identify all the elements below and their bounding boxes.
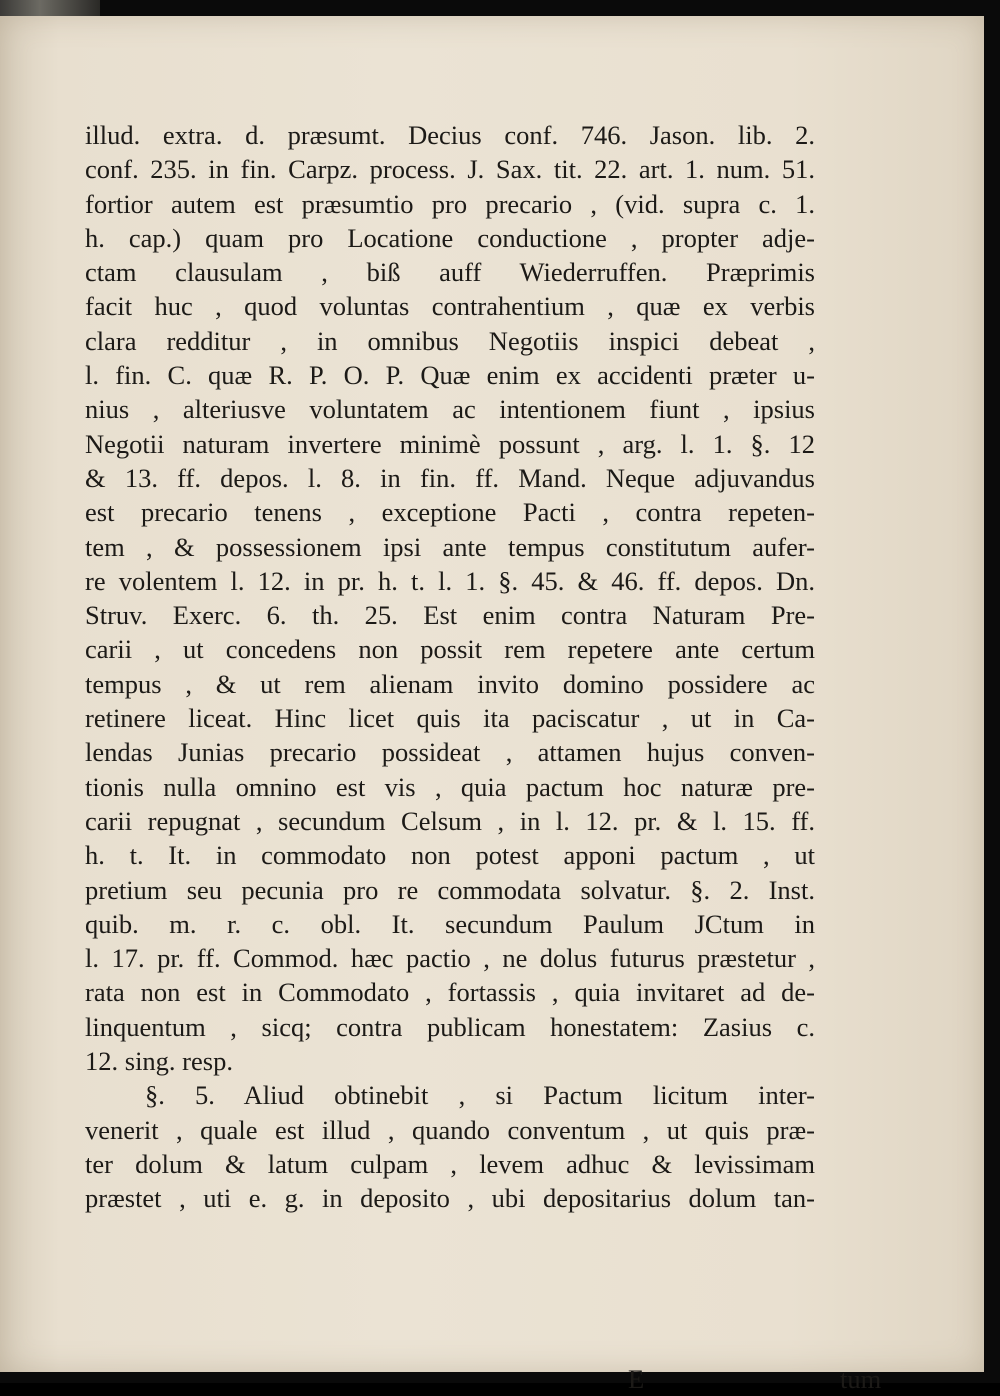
text-line: illud. extra. d. præsumt. Decius conf. 746. Jason. lib. 2.	[85, 120, 815, 150]
paragraph-start-line: §. 5. Aliud obtinebit , si Pactum licitum inter-	[145, 1080, 815, 1111]
text-line: venerit , quale est illud , quando conventum , ut quis præ-	[85, 1114, 815, 1145]
text-line: est precario tenens , exceptione Pacti , contra repeten-	[85, 497, 815, 528]
signature-mark: E	[628, 1364, 645, 1394]
text-line: lendas Junias precario possideat , attamen hujus conven-	[85, 737, 815, 768]
text-line: ctam clausulam , biß auff Wiederruffen. Præprimis	[85, 257, 815, 288]
text-line: Struv. Exerc. 6. th. 25. Est enim contra Naturam Pre-	[85, 600, 815, 631]
text-line: l. fin. C. quæ R. P. O. P. Quæ enim ex accidenti præter u-	[85, 360, 815, 391]
text-line: ter dolum & latum culpam , levem adhuc & levissimam	[85, 1148, 815, 1179]
text-line: quib. m. r. c. obl. It. secundum Paulum JCtum in	[85, 908, 815, 939]
book-page	[0, 16, 984, 1394]
body-text	[85, 118, 882, 1394]
text-line: tem , & possessionem ipsi ante tempus constitutum aufer-	[85, 531, 815, 562]
text-line: Negotii naturam invertere minimè possunt , arg. l. 1. §. 12	[85, 428, 815, 459]
text-line: rata non est in Commodato , fortassis , quia invitaret ad de-	[85, 977, 815, 1008]
text-line: & 13. ff. depos. l. 8. in fin. ff. Mand. Neque adjuvandus	[85, 462, 815, 493]
text-line: nius , alteriusve voluntatem ac intentionem fiunt , ipsius	[85, 394, 815, 425]
text-line: facit huc , quod voluntas contrahentium , quæ ex verbis	[85, 291, 815, 322]
text-line: h. t. It. in commodato non potest apponi pactum , ut	[85, 840, 815, 871]
text-line: carii repugnat , secundum Celsum , in l. 12. pr. & l. 15. ff.	[85, 805, 815, 836]
text-line: h. cap.) quam pro Locatione conductione , propter adje-	[85, 222, 815, 253]
text-line: re volentem l. 12. in pr. h. t. l. 1. §. 45. & 46. ff. depos. Dn.	[85, 565, 815, 596]
text-line: retinere liceat. Hinc licet quis ita paciscatur , ut in Ca-	[85, 703, 815, 734]
text-line: carii , ut concedens non possit rem repetere ante certum	[85, 634, 815, 665]
text-line: pretium seu pecunia pro re commodata solvatur. §. 2. Inst.	[85, 874, 815, 905]
text-line: fortior autem est præsumtio pro precario , (vid. supra c. 1.	[85, 188, 815, 219]
text-line: linquentum , sicq; contra publicam honestatem: Zasius c.	[85, 1011, 815, 1042]
text-line: l. 17. pr. ff. Commod. hæc pactio , ne dolus futurus præstetur ,	[85, 943, 815, 974]
text-line: 12. sing. resp.	[85, 1046, 233, 1077]
text-line: clara redditur , in omnibus Negotiis inspici debeat ,	[85, 325, 815, 356]
catchword: tum	[840, 1364, 882, 1394]
text-line: tempus , & ut rem alienam invito domino possidere ac	[85, 668, 815, 699]
text-line: conf. 235. in fin. Carpz. process. J. Sax. tit. 22. art. 1. num. 51.	[85, 154, 815, 185]
text-line: præstet , uti e. g. in deposito , ubi depositarius dolum tan-	[85, 1183, 815, 1214]
text-line: tionis nulla omnino est vis , quia pactum hoc naturæ pre-	[85, 771, 815, 802]
